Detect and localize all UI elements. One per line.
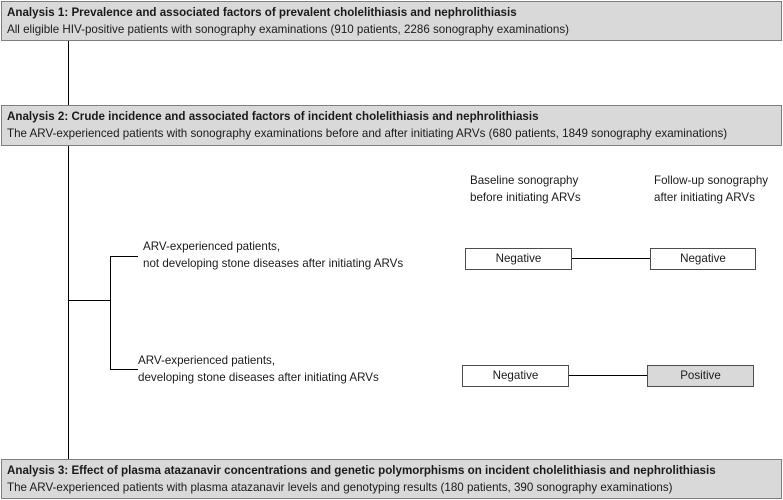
followup-header-line-2: after initiating ARVs [654, 191, 755, 204]
group-2-followup-result: Positive [647, 365, 754, 387]
analysis-3-box [1, 459, 782, 499]
analysis-3-description: The ARV-experienced patients with plasma atazanavir levels and genotyping results (180 patients, 390 sonography examinations) [7, 481, 673, 494]
baseline-header-line-1: Baseline sonography [470, 174, 579, 187]
branch-horizontal-connector [68, 300, 110, 301]
analysis-1-box [1, 1, 782, 41]
followup-column-header [654, 172, 768, 206]
analysis-1-title: Analysis 1: Prevalence and associated factors of prevalent cholelithiasis and nephrolithiasis [7, 6, 517, 19]
branch-tick-bottom [110, 369, 138, 370]
main-vertical-connector [68, 41, 69, 459]
analysis-3-title: Analysis 3: Effect of plasma atazanavir concentrations and genetic polymorphisms on incident cholelithiasis and nephrolithiasis [7, 464, 716, 477]
group1-result-connector [572, 258, 650, 259]
baseline-header-line-2: before initiating ARVs [470, 191, 581, 204]
group-1-baseline-result: Negative [465, 248, 572, 270]
group-1-label [143, 238, 403, 272]
baseline-column-header [470, 172, 581, 206]
group-2-label [138, 352, 379, 386]
group-1-followup-result: Negative [650, 248, 756, 270]
group2-result-connector [569, 375, 647, 376]
analysis-1-description: All eligible HIV-positive patients with sonography examinations (910 patients, 2286 sonography examinations) [7, 23, 569, 36]
followup-header-line-1: Follow-up sonography [654, 174, 769, 187]
group-2-baseline-result: Negative [462, 365, 569, 387]
branch-vertical-connector [110, 256, 111, 369]
group-2-label-line-2: developing stone diseases after initiating ARVs [138, 371, 379, 384]
analysis-2-description: The ARV-experienced patients with sonography examinations before and after initiating ARVs (680 patients, 1849 sonography examinations) [7, 127, 728, 140]
group-1-label-line-1: ARV-experienced patients, [143, 240, 281, 253]
analysis-2-box [1, 105, 782, 146]
analysis-2-title: Analysis 2: Crude incidence and associated factors of incident cholelithiasis and nephrolithiasis [7, 110, 539, 123]
group-2-label-line-1: ARV-experienced patients, [138, 354, 276, 367]
branch-tick-top [110, 256, 138, 257]
group-1-label-line-2: not developing stone diseases after initiating ARVs [143, 257, 404, 270]
